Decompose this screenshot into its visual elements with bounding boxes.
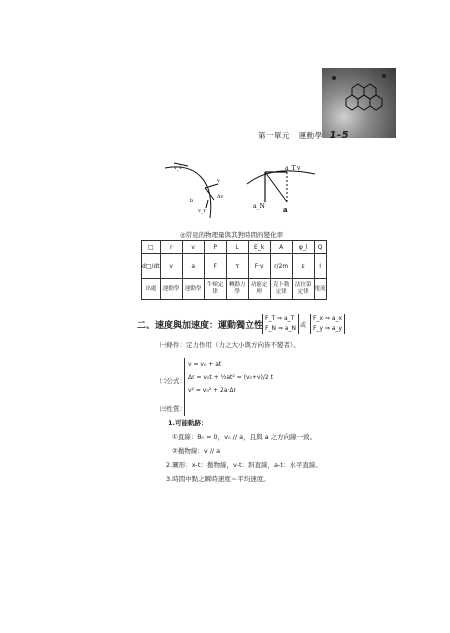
- rate-of-change-table: [141, 240, 327, 300]
- formula-line: Δr = v₀t + ½at² = (v₀+v)/2 t: [188, 374, 273, 381]
- hexagon-pattern-icon: [322, 68, 396, 138]
- curve-velocity-diagram: [160, 160, 240, 222]
- label-a: a: [283, 205, 288, 214]
- table-cell: L: [226, 241, 248, 254]
- formula-line: v = v₀ + at: [188, 361, 222, 368]
- page-number: 1-5: [329, 130, 350, 141]
- formula-label: ㈡公式：: [160, 377, 186, 385]
- midpoint-velocity-line: 3.時間中點之瞬時速度＝平均速度。: [166, 475, 270, 483]
- table-cell: 電流: [314, 279, 326, 300]
- table-cell: v: [182, 241, 204, 254]
- brace-line: F_x ⇒ a_x: [313, 315, 343, 322]
- table-cell: r: [160, 241, 182, 254]
- trajectory-line-b: ②拋物線：v // a: [172, 447, 221, 455]
- chapter-corner-image: [322, 68, 396, 138]
- table-cell: E_k: [248, 241, 270, 254]
- label-vt: v_t: [174, 165, 182, 171]
- table-cell: 轉動力學: [226, 279, 248, 300]
- table-cell: d□/dt: [142, 254, 161, 279]
- table-cell: τ: [226, 254, 248, 279]
- table-cell: v: [160, 254, 182, 279]
- table-cell: 運動學: [182, 279, 204, 300]
- tangent-normal-brace: [262, 314, 299, 334]
- graph-shapes-line: 2.圖形：x-t：拋物線，v-t：斜直線，a-t：水平直線。: [166, 461, 322, 469]
- table-cell: P: [204, 241, 226, 254]
- table-cell: F·v: [248, 254, 270, 279]
- acceleration-decomposition-diagram: [245, 160, 325, 222]
- section-title: 二、速度與加速度：運動獨立性: [137, 321, 264, 331]
- label-v: v: [217, 178, 220, 184]
- trajectory-line-a: ①直線：θ₀ = 0，v₀ // a，且與 a 之方向線一致。: [172, 433, 317, 441]
- formula-line: v² = v₀² + 2a·Δr: [188, 387, 236, 394]
- label-dv: Δv: [217, 194, 224, 200]
- table-cell: F: [204, 254, 226, 279]
- table-cell: 運動學: [160, 279, 182, 300]
- chapter-label: 第一單元: [258, 131, 290, 140]
- table-cell: r/2m: [270, 254, 292, 279]
- page-header: [258, 130, 349, 141]
- label-b: b: [190, 198, 194, 204]
- table-cell: ε: [292, 254, 314, 279]
- table-cell: φ_l: [292, 241, 314, 254]
- table-caption: ◎常見的物理量與其對時間的變化率: [180, 231, 284, 239]
- label-v-right: v: [297, 165, 301, 172]
- xy-brace: [310, 314, 345, 334]
- brace-line: F_y ⇒ a_y: [313, 325, 343, 332]
- table-cell: 功能定理: [248, 279, 270, 300]
- label-aN: a_N: [253, 203, 265, 210]
- table-cell: 牛頓定律: [204, 279, 226, 300]
- formula-box: [184, 358, 278, 416]
- table-cell: I: [314, 254, 326, 279]
- table-cell: 法拉第定律: [292, 279, 314, 300]
- table-cell: 出處: [142, 279, 161, 300]
- condition-line: ㈠條件：定力作用（力之大小與方向皆不變者）。: [160, 341, 300, 349]
- trajectory-title: 1.可能軌跡：: [168, 419, 208, 427]
- label-aT: a_T: [285, 165, 296, 172]
- brace-line: F_N ⇒ a_N: [265, 325, 296, 332]
- label-vr: v_r: [198, 208, 206, 214]
- properties-label: ㈢性質：: [160, 405, 186, 413]
- table-cell: A: [270, 241, 292, 254]
- table-cell: 克卜勒定律: [270, 279, 292, 300]
- or-label: 或: [300, 322, 307, 329]
- brace-line: F_T ⇒ a_T: [265, 315, 295, 322]
- table-cell: Q: [314, 241, 326, 254]
- topic-label: 運動學: [298, 131, 323, 140]
- table-cell: a: [182, 254, 204, 279]
- table-cell: □: [142, 241, 161, 254]
